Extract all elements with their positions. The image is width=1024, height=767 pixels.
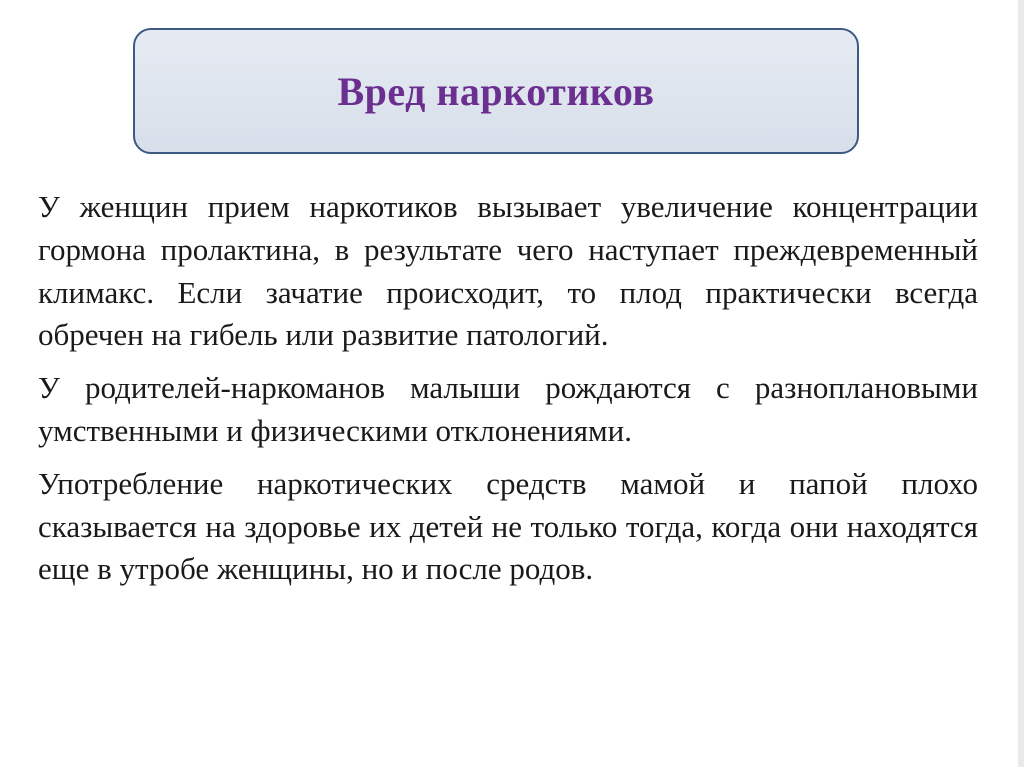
title-box: [133, 28, 859, 154]
slide-title: Вред наркотиков: [337, 68, 655, 114]
slide-edge-strip: [1018, 0, 1024, 767]
body-text: [38, 186, 978, 601]
paragraph-2: У родителей-наркоманов малыши рождаются с разноплановыми умственными и физическими отклонениями.: [38, 370, 978, 448]
paragraph-3: Употребление наркотических средств мамой и папой плохо сказывается на здоровье их детей не только тогда, когда они находятся еще в утробе женщины, но и после родов.: [38, 465, 978, 587]
paragraph-1: У женщин прием наркотиков вызывает увеличение концентрации гормона пролактина, в результате чего наступает преждевременный климакс. Если зачатие происходит, то плод практически всегда обречен на гибель или развитие патологий.: [38, 189, 978, 353]
